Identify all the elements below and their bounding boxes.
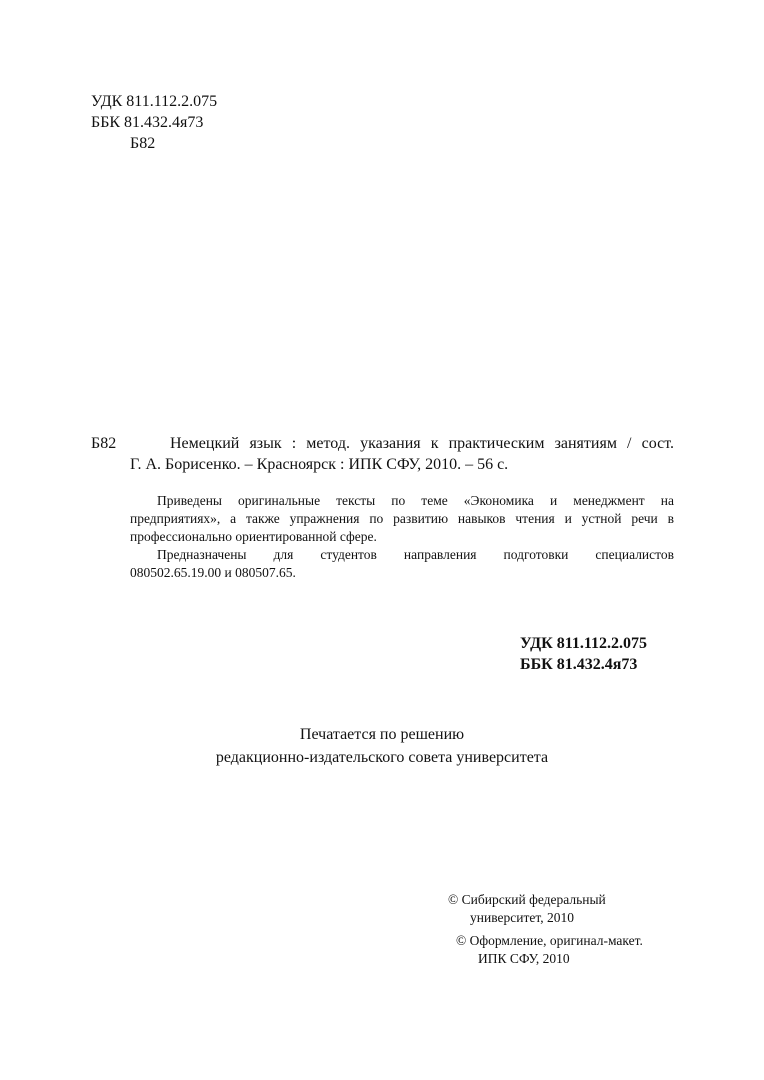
annotation-p2-line-1: Предназначены для студентов направления подготовки специалистов bbox=[157, 547, 674, 562]
copyright-layout-line-2: ИПК СФУ, 2010 bbox=[478, 951, 570, 966]
approval-line-2: редакционно-издательского совета университета bbox=[215, 749, 549, 766]
classification-udk: УДК 811.112.2.075 bbox=[520, 635, 647, 652]
annotation-p1-line-3: профессионально ориентированной сфере. bbox=[130, 529, 377, 544]
header-author-code: Б82 bbox=[130, 135, 156, 152]
classification-bbk: ББК 81.432.4я73 bbox=[520, 656, 638, 673]
record-line-1: Немецкий язык : метод. указания к практическим занятиям / сост. bbox=[170, 435, 674, 452]
copyright-university-line-1: © Сибирский федеральный bbox=[448, 892, 606, 907]
record-line-2: Г. А. Борисенко. – Красноярск : ИПК СФУ, 2010. – 56 с. bbox=[130, 456, 509, 473]
annotation-p1-line-2: предприятиях», а также упражнения по развитию навыков чтения и устной речи в bbox=[130, 511, 674, 526]
approval-line-1: Печатается по решению bbox=[299, 726, 465, 743]
header-bbk: ББК 81.432.4я73 bbox=[91, 114, 204, 131]
copyright-university-line-2: университет, 2010 bbox=[470, 910, 574, 925]
header-udk: УДК 811.112.2.075 bbox=[91, 93, 218, 110]
copyright-layout-line-1: © Оформление, оригинал-макет. bbox=[456, 933, 643, 948]
annotation-p1-line-1: Приведены оригинальные тексты по теме «Экономика и менеджмент на bbox=[157, 493, 674, 508]
record-code: Б82 bbox=[91, 435, 117, 452]
annotation-p2-line-2: 080502.65.19.00 и 080507.65. bbox=[130, 565, 296, 580]
